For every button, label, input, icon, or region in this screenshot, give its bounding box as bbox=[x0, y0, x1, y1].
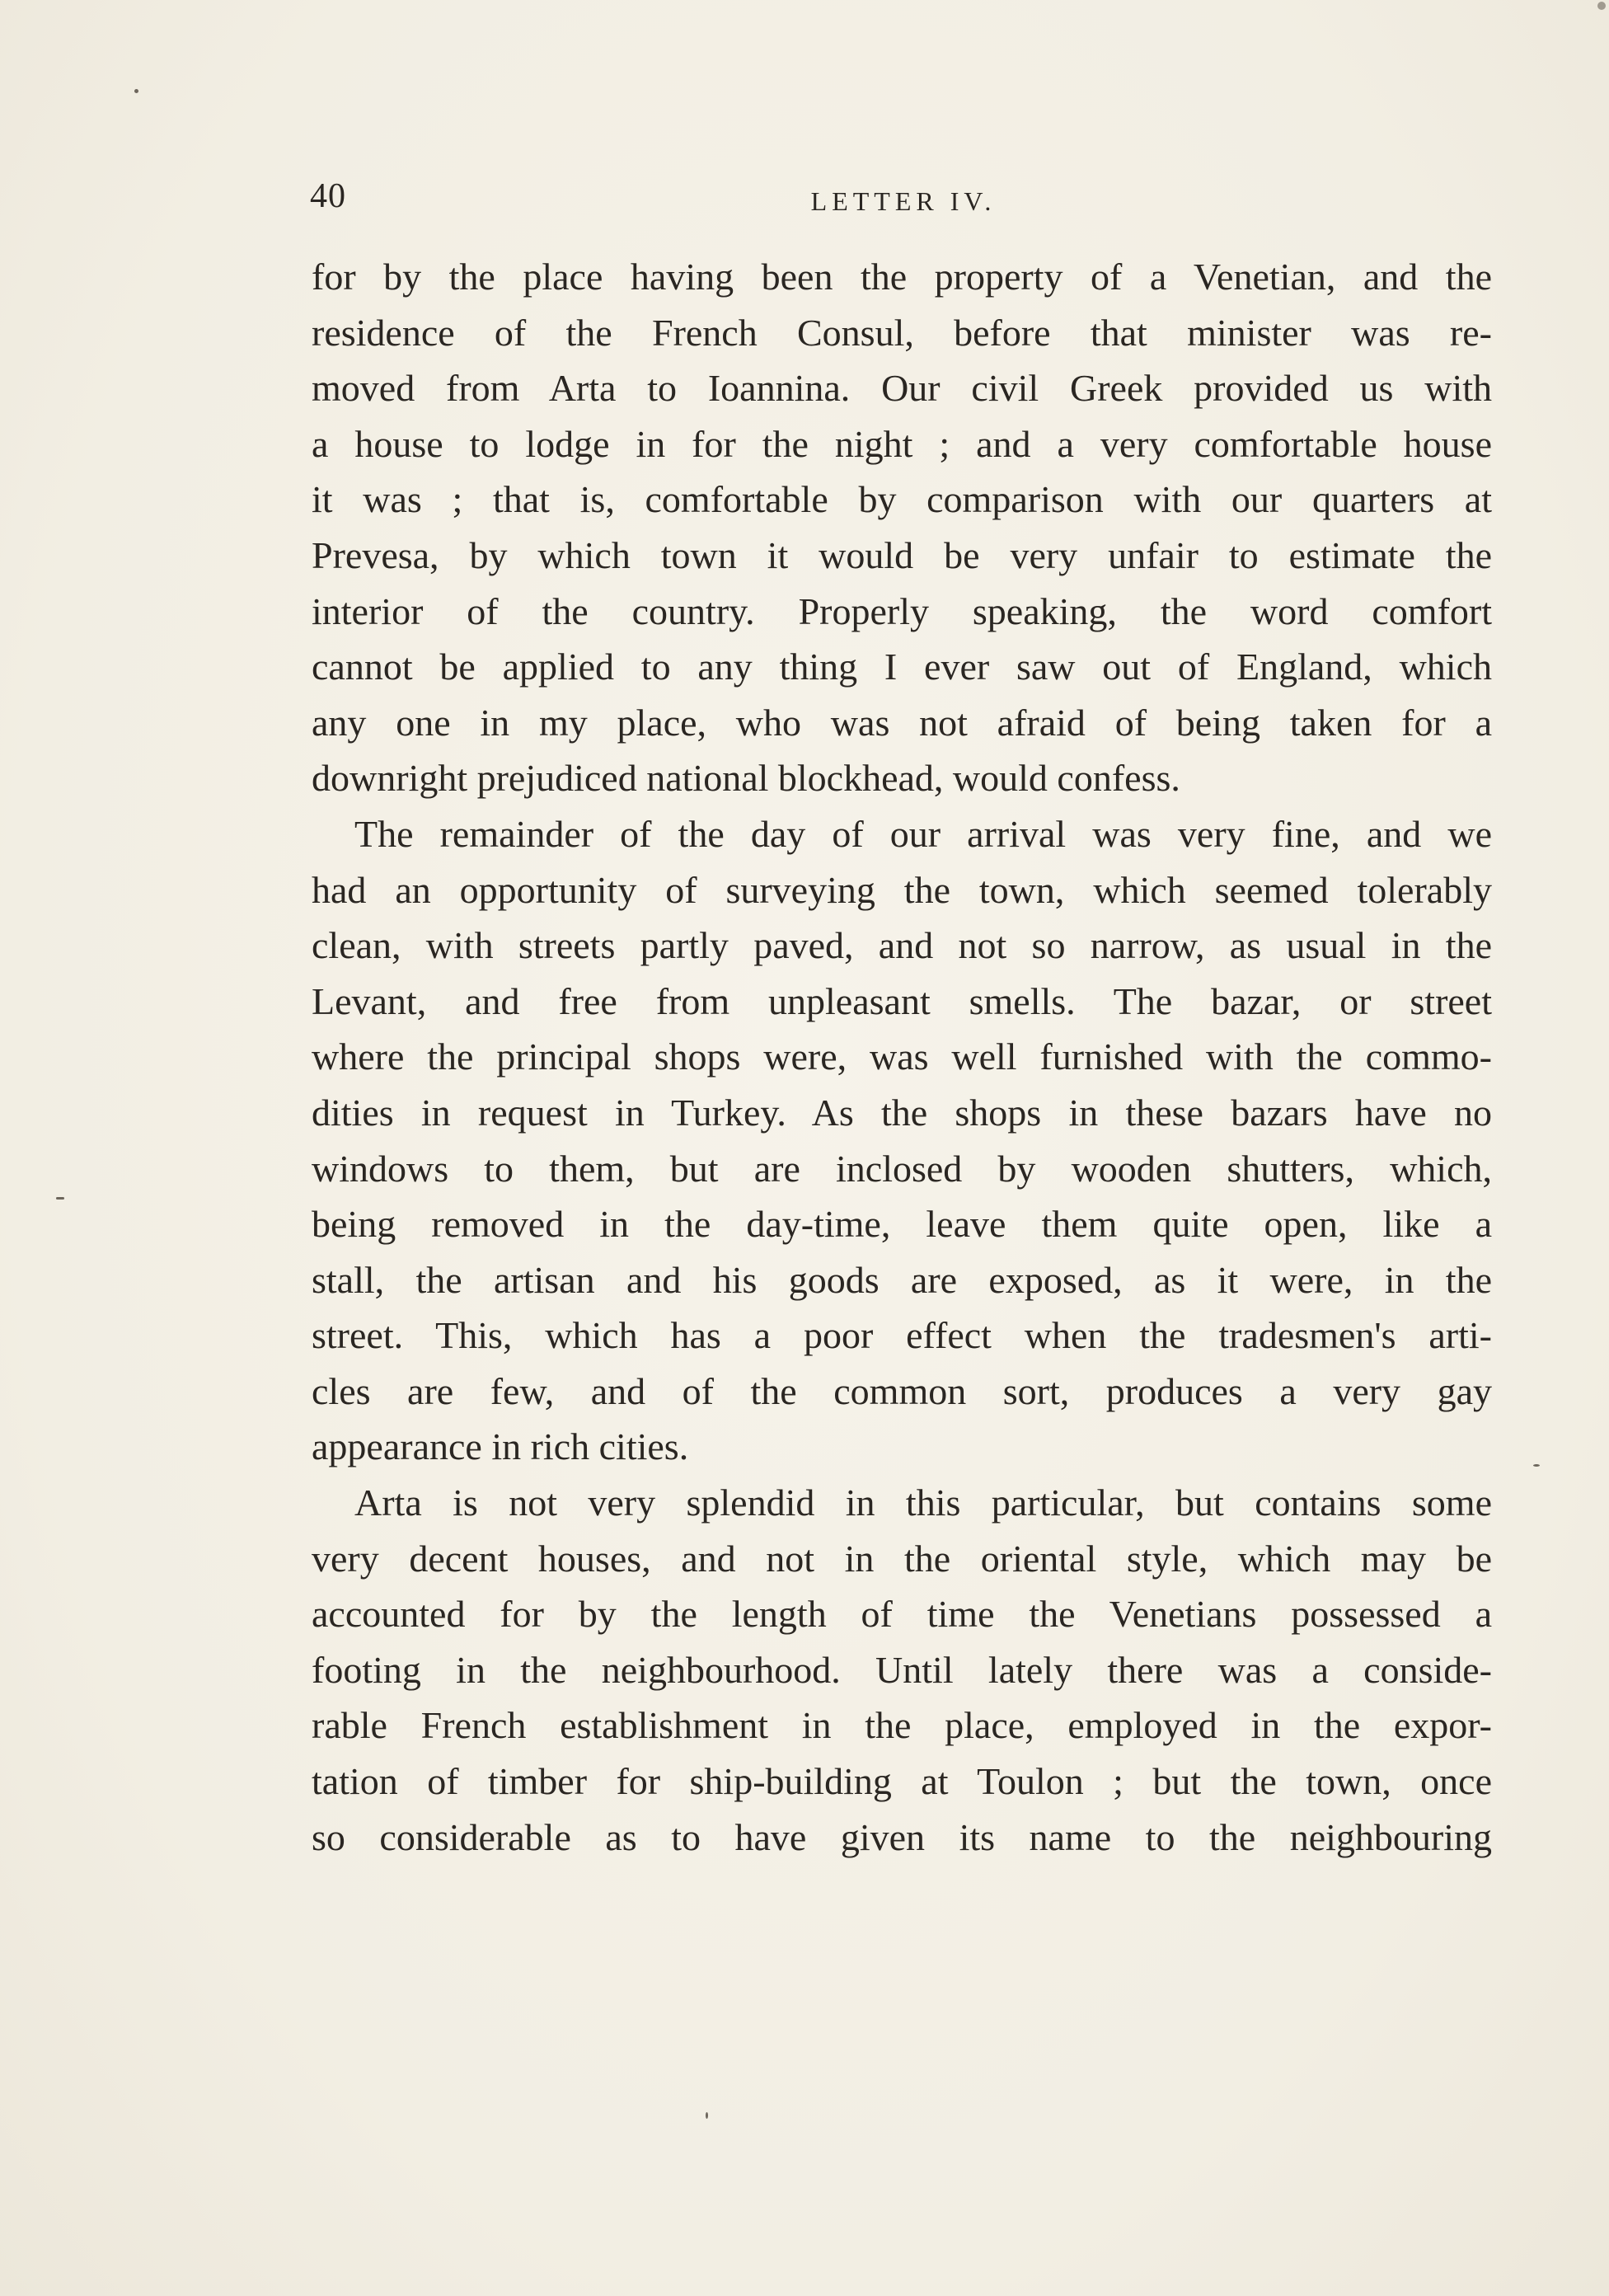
text-line: cannot be applied to any thing I ever saw out of England, which bbox=[312, 646, 1492, 688]
text-line: being removed in the day-time, leave them quite open, like a bbox=[312, 1203, 1492, 1246]
paper-speck bbox=[56, 1197, 64, 1200]
text-line: moved from Arta to Ioannina. Our civil Greek provided us with bbox=[312, 367, 1492, 410]
text-line: footing in the neighbourhood. Until lately there was a conside- bbox=[312, 1648, 1492, 1691]
text-line: dities in request in Turkey. As the shops in these bazars have no bbox=[312, 1091, 1492, 1134]
paper-speck bbox=[706, 2112, 708, 2119]
text-line: had an opportunity of surveying the town, which seemed tolerably bbox=[312, 868, 1492, 911]
text-line: it was ; that is, comfortable by comparison with our quarters at bbox=[312, 478, 1492, 521]
paper-speck bbox=[1597, 2, 1606, 10]
text-line: street. This, which has a poor effect when the tradesmen's arti- bbox=[312, 1314, 1492, 1357]
text-line: tation of timber for ship-building at Toulon ; but the town, once bbox=[312, 1760, 1492, 1803]
text-line: interior of the country. Properly speaking, the word comfort bbox=[312, 589, 1492, 632]
running-title: LETTER IV. bbox=[810, 186, 997, 216]
text-line: Levant, and free from unpleasant smells. The bazar, or street bbox=[312, 979, 1492, 1022]
text-line: where the principal shops were, was well furnished with the commo- bbox=[312, 1035, 1492, 1078]
text-line: rable French establishment in the place, employed in the expor- bbox=[312, 1704, 1492, 1747]
paper-speck bbox=[1533, 1464, 1540, 1467]
text-line: clean, with streets partly paved, and not so narrow, as usual in the bbox=[312, 924, 1492, 967]
text-line: very decent houses, and not in the oriental style, which may be bbox=[312, 1537, 1492, 1580]
text-line: accounted for by the length of time the Venetians possessed a bbox=[312, 1593, 1492, 1636]
body-text bbox=[312, 249, 1492, 1865]
text-line: residence of the French Consul, before that minister was re- bbox=[312, 311, 1492, 354]
running-head bbox=[310, 171, 1497, 221]
text-line: windows to them, but are inclosed by wooden shutters, which, bbox=[312, 1147, 1492, 1190]
text-line: Arta is not very splendid in this particular, but contains some bbox=[354, 1481, 1492, 1524]
text-line: so considerable as to have given its name to the neighbouring bbox=[312, 1815, 1492, 1858]
text-line: stall, the artisan and his goods are exposed, as it were, in the bbox=[312, 1258, 1492, 1301]
text-line: a house to lodge in for the night ; and a very comfortable house bbox=[312, 422, 1492, 465]
text-line: for by the place having been the property of a Venetian, and the bbox=[312, 256, 1492, 298]
paper-speck bbox=[134, 89, 138, 93]
text-line: cles are few, and of the common sort, produces a very gay bbox=[312, 1369, 1492, 1412]
text-line: Prevesa, by which town it would be very unfair to estimate the bbox=[312, 533, 1492, 576]
text-line: any one in my place, who was not afraid of being taken for a bbox=[312, 701, 1492, 744]
text-line: downright prejudiced national blockhead, would confess. bbox=[312, 757, 1180, 800]
page-number: 40 bbox=[310, 177, 346, 215]
text-line: appearance in rich cities. bbox=[312, 1425, 689, 1468]
text-line: The remainder of the day of our arrival was very fine, and we bbox=[354, 812, 1492, 855]
